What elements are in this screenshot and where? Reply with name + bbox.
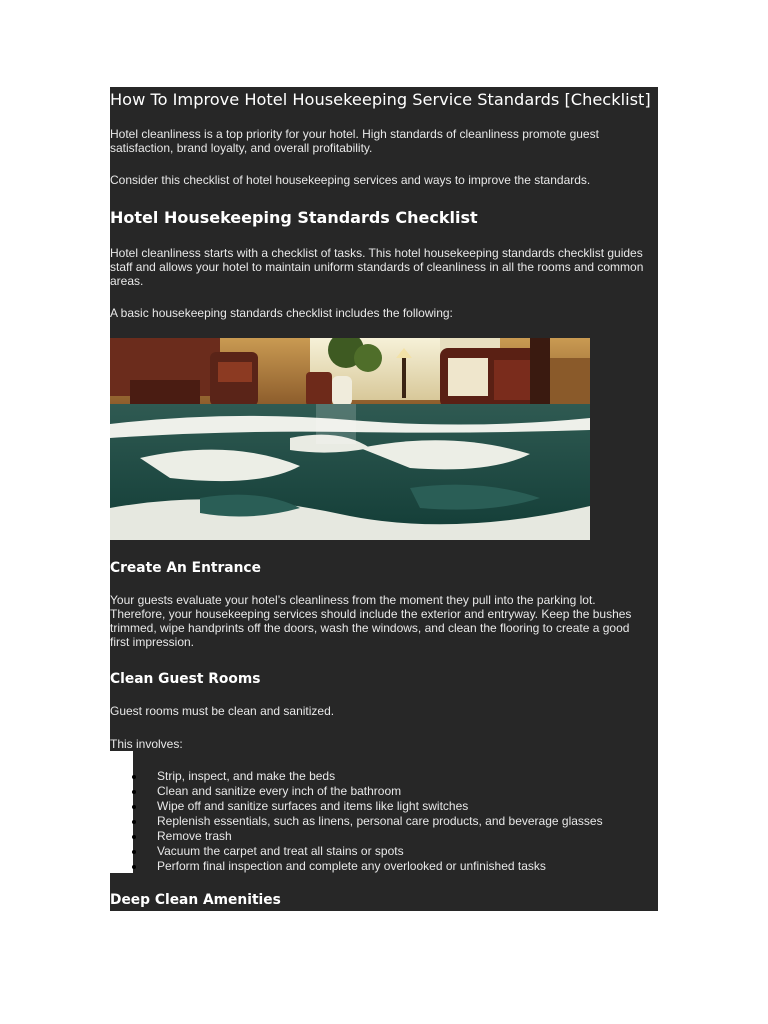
- section-heading-checklist: Hotel Housekeeping Standards Checklist: [110, 208, 478, 227]
- list-item: Replenish essentials, such as linens, personal care products, and beverage glasses: [157, 814, 603, 829]
- bullet-icon: [132, 865, 136, 869]
- deep-clean-heading: Deep Clean Amenities: [110, 892, 281, 908]
- list-item: Remove trash: [157, 829, 603, 844]
- bullet-icon: [132, 820, 136, 824]
- bullet-icon: [132, 775, 136, 779]
- bullet-icon: [132, 805, 136, 809]
- list-margin-strip: [110, 751, 133, 873]
- guest-rooms-involves: This involves:: [110, 737, 183, 751]
- guest-room-checklist: [157, 769, 603, 874]
- intro-paragraph-1: Hotel cleanliness is a top priority for your hotel. High standards of cleanliness promote guest satisfaction, brand loyalty, and overall profitability.: [110, 127, 599, 155]
- list-item: Wipe off and sanitize surfaces and items like light switches: [157, 799, 603, 814]
- guest-rooms-heading: Clean Guest Rooms: [110, 671, 261, 687]
- page-title: How To Improve Hotel Housekeeping Service Standards [Checklist]: [110, 90, 651, 109]
- bullet-icon: [132, 835, 136, 839]
- list-item: Strip, inspect, and make the beds: [157, 769, 603, 784]
- article-page: [110, 87, 658, 911]
- list-item: Clean and sanitize every inch of the bathroom: [157, 784, 603, 799]
- guest-rooms-paragraph: Guest rooms must be clean and sanitized.: [110, 704, 335, 718]
- checklist-intro-paragraph: Hotel cleanliness starts with a checklist of tasks. This hotel housekeeping standards checklist guides staff and allows your hotel to maintain uniform standards of cleanliness in all the rooms and common areas.: [110, 246, 644, 288]
- list-item: Perform final inspection and complete any overlooked or unfinished tasks: [157, 859, 603, 874]
- intro-paragraph-2: Consider this checklist of hotel housekeeping services and ways to improve the standards.: [110, 173, 591, 187]
- list-item: Vacuum the carpet and treat all stains or spots: [157, 844, 603, 859]
- entrance-heading: Create An Entrance: [110, 560, 261, 576]
- entrance-paragraph: Your guests evaluate your hotel’s cleanliness from the moment they pull into the parking lot. Therefore, your housekeeping services should include the exterior and entryway. Keep the bushes trimmed, wipe handprints off the doors, wash the windows, and clean the flooring to create a good first impression.: [110, 593, 632, 649]
- bullet-icon: [132, 850, 136, 854]
- bullet-icon: [132, 790, 136, 794]
- checklist-lead-paragraph: A basic housekeeping standards checklist includes the following:: [110, 306, 453, 320]
- hotel-lobby-image: [110, 338, 590, 540]
